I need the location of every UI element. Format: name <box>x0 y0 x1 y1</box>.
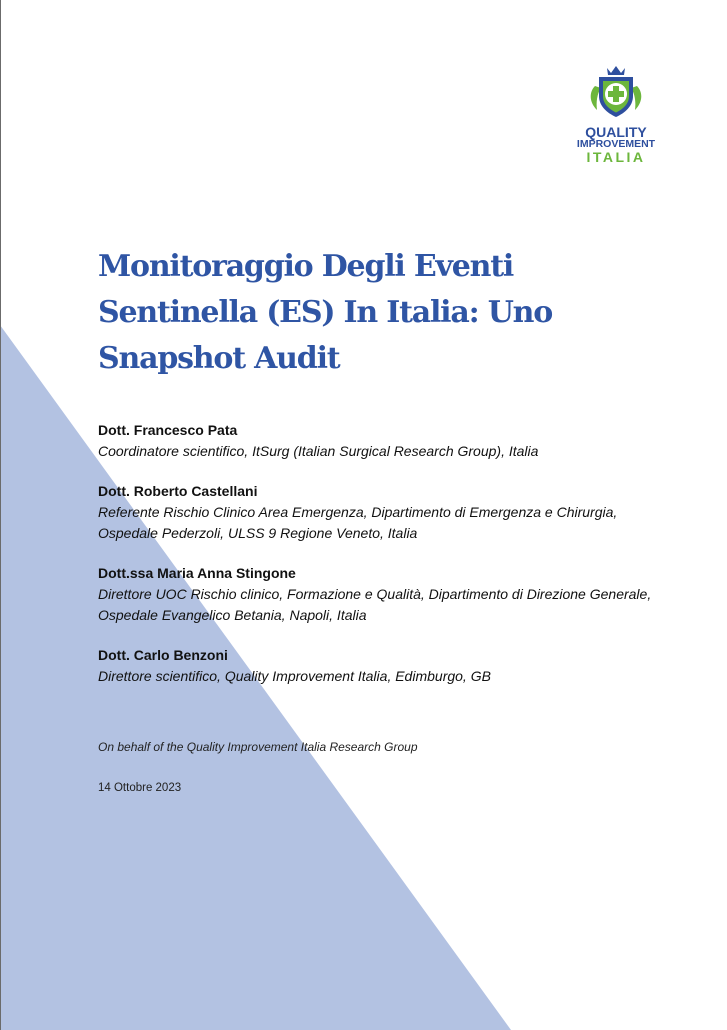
logo-line-1: QUALITY <box>585 124 647 140</box>
author-entry <box>98 645 658 687</box>
research-group-note: On behalf of the Quality Improvement Italia Research Group <box>98 740 418 754</box>
author-name: Dott. Carlo Benzoni <box>98 647 228 663</box>
document-title: Monitoraggio Degli Eventi Sentinella (ES) In Italia: Uno Snapshot Audit <box>98 249 553 376</box>
quality-improvement-italia-logo <box>566 64 666 164</box>
publication-date: 14 Ottobre 2023 <box>98 782 182 794</box>
author-entry <box>98 481 658 544</box>
author-affiliation: Referente Rischio Clinico Area Emergenza, Dipartimento di Emergenza e Chirurgia, Ospedale Pederzoli, ULSS 9 Regione Veneto, Italia <box>98 504 618 541</box>
author-name: Dott. Roberto Castellani <box>98 483 258 499</box>
logo-line-3: ITALIA <box>586 149 646 165</box>
author-affiliation: Direttore scientifico, Quality Improvement Italia, Edimburgo, GB <box>98 668 491 684</box>
author-affiliation: Direttore UOC Rischio clinico, Formazione e Qualità, Dipartimento di Direzione Generale, Ospedale Evangelico Betania, Napoli, Italia <box>98 586 652 623</box>
medical-cross-shield-icon <box>585 64 647 122</box>
author-name: Dott.ssa Maria Anna Stingone <box>98 565 296 581</box>
author-entry <box>98 420 658 462</box>
author-entry <box>98 563 658 626</box>
authors-list <box>98 420 658 706</box>
author-affiliation: Coordinatore scientifico, ItSurg (Italian Surgical Research Group), Italia <box>98 443 539 459</box>
logo-line-2: IMPROVEMENT <box>576 138 656 150</box>
author-name: Dott. Francesco Pata <box>98 422 238 438</box>
